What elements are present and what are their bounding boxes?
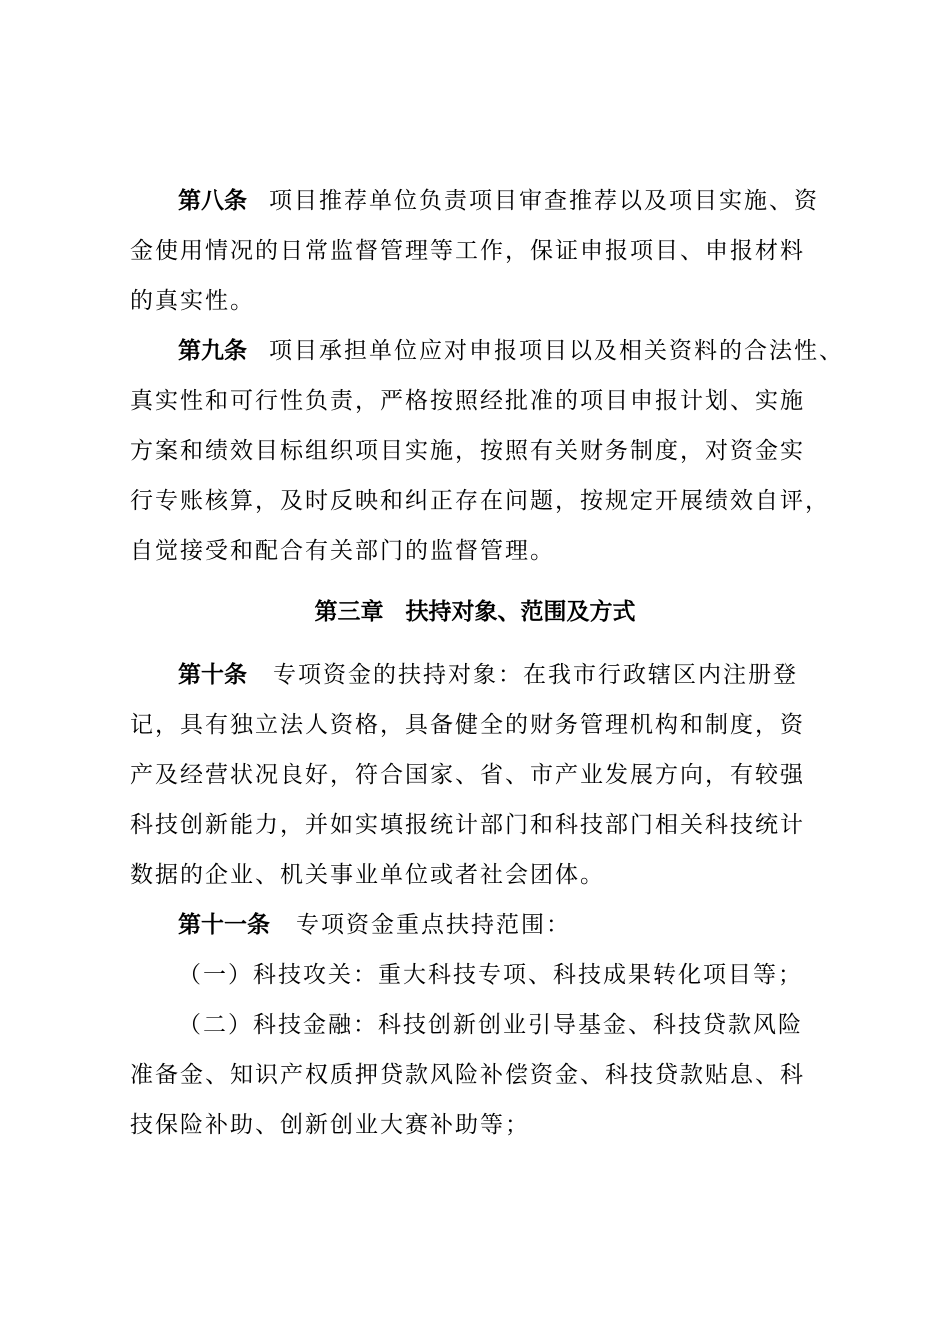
article-8-label: 第八条: [178, 188, 247, 214]
article-9-line: 自觉接受和配合有关部门的监督管理。: [130, 538, 555, 564]
article-8-line: 的真实性。: [130, 288, 255, 314]
article-9-label: 第九条: [178, 338, 247, 364]
article-11-label: 第十一条: [178, 912, 270, 938]
article-10-line: 科技创新能力，并如实填报统计部门和科技部门相关科技统计: [130, 812, 805, 838]
article-10-line: 数据的企业、机关事业单位或者社会团体。: [130, 862, 605, 888]
chapter-title: 扶持对象、范围及方式: [405, 599, 636, 625]
article-9-first-line: [178, 336, 844, 366]
article-8-text: 项目推荐单位负责项目审查推荐以及项目实施、资: [269, 188, 819, 214]
article-9-line: 真实性和可行性负责，严格按照经批准的项目申报计划、实施: [130, 388, 805, 414]
article-11-item-2-line: 准备金、知识产权质押贷款风险补偿资金、科技贷款贴息、科: [130, 1062, 805, 1088]
article-11-item-1: （一）科技攻关：重大科技专项、科技成果转化项目等；: [178, 962, 803, 988]
article-10-text: 专项资金的扶持对象：在我市行政辖区内注册登: [273, 662, 798, 688]
article-11-first-line: [178, 910, 571, 940]
article-8-first-line: [178, 186, 819, 216]
article-10-first-line: [178, 660, 798, 690]
article-11-item-2-line: 技保险补助、创新创业大赛补助等；: [130, 1112, 530, 1138]
article-10-line: 记，具有独立法人资格，具备健全的财务管理机构和制度，资: [130, 712, 805, 738]
article-9-text: 项目承担单位应对申报项目以及相关资料的合法性、: [269, 338, 844, 364]
article-10-line: 产及经营状况良好，符合国家、省、市产业发展方向，有较强: [130, 762, 805, 788]
article-11-intro: 专项资金重点扶持范围：: [296, 912, 571, 938]
article-8-line: 金使用情况的日常监督管理等工作，保证申报项目、申报材料: [130, 238, 805, 264]
chapter-heading: [0, 597, 950, 627]
article-10-label: 第十条: [178, 662, 247, 688]
article-9-line: 方案和绩效目标组织项目实施，按照有关财务制度，对资金实: [130, 438, 805, 464]
article-9-line: 行专账核算，及时反映和纠正存在问题，按规定开展绩效自评，: [130, 488, 830, 514]
article-11-item-2: （二）科技金融：科技创新创业引导基金、科技贷款风险: [178, 1012, 803, 1038]
chapter-number: 第三章: [314, 599, 384, 625]
